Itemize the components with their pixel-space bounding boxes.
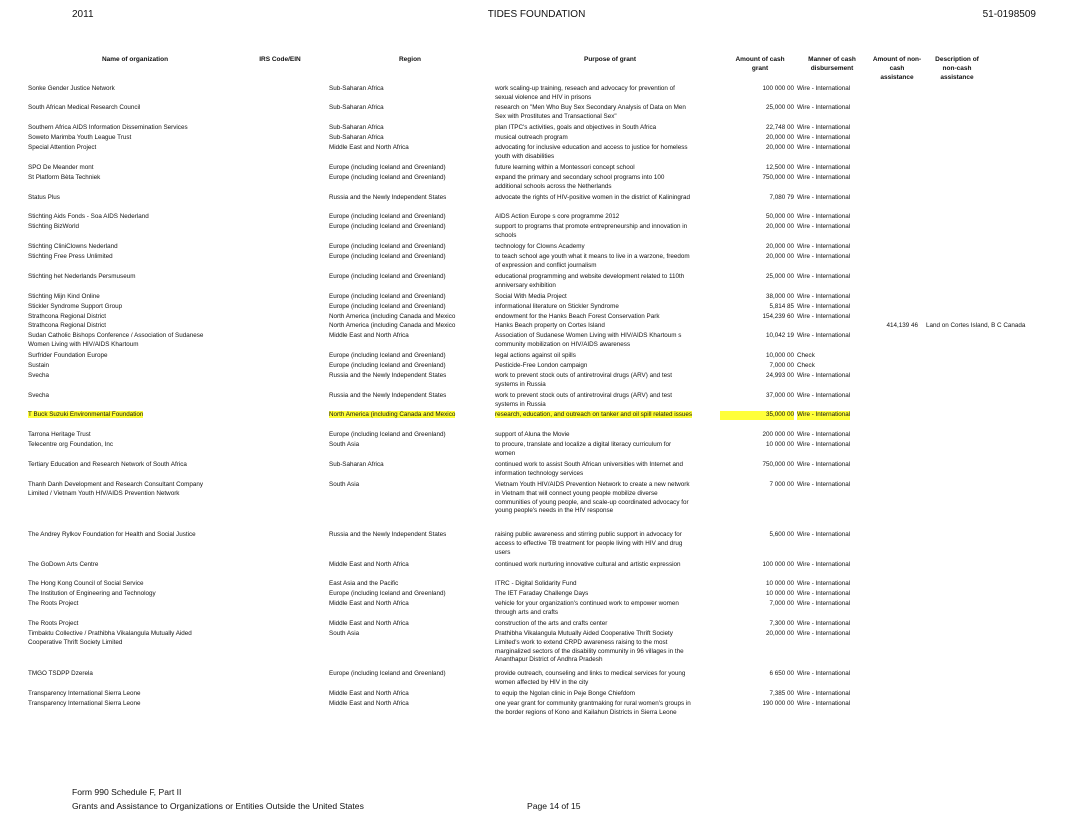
cell-name: The Institution of Engineering and Technology <box>28 590 156 597</box>
cell-amount: 35,000 00 <box>720 411 794 420</box>
cell-amount: 154,239 60 <box>762 313 794 320</box>
cell-manner: Wire - International <box>797 372 851 379</box>
footer-page: Page 14 of 15 <box>527 801 581 811</box>
cell-purpose: AIDS Action Europe s core programme 2012 <box>495 213 620 220</box>
cell-name: Strathcona Regional District <box>28 313 107 320</box>
cell-purpose: legal actions against oil spills <box>495 352 576 359</box>
cell-region: Europe (including Iceland and Greenland) <box>329 362 446 369</box>
cell-amount: 10 000 00 <box>765 441 794 448</box>
cell-amount: 20,000 00 <box>765 253 794 260</box>
cell-purpose: Vietnam Youth HIV/AIDS Prevention Network to create a new network in Vietnam that will connect young people mobilize diverse communities of young people, and scale-up coordinated advocacy for young people's needs in the HIV response <box>495 481 690 515</box>
cell-manner: Wire - International <box>797 223 851 230</box>
cell-purpose: support to programs that promote entrepreneurship and innovation in schools <box>495 223 688 239</box>
cell-manner: Wire - International <box>797 243 851 250</box>
cell-purpose: continued work to assist South African universities with Internet and information technology services <box>495 461 683 477</box>
cell-region: South Asia <box>329 481 360 488</box>
col-header-manner: Manner of cash disbursement <box>808 56 856 72</box>
cell-name: Sustain <box>28 362 50 369</box>
cell-manner: Wire - International <box>797 124 851 131</box>
col-header-region: Region <box>398 56 422 63</box>
cell-name: Svecha <box>28 392 50 399</box>
cell-region: Europe (including Iceland and Greenland) <box>329 174 446 181</box>
cell-manner: Wire - International <box>797 670 851 677</box>
cell-amount: 100 000 00 <box>762 561 794 568</box>
cell-region: Sub-Saharan Africa <box>329 124 384 131</box>
cell-amount: 12,500 00 <box>765 164 794 171</box>
cell-name: Stichting BizWorld <box>28 223 79 230</box>
cell-purpose: work scaling-up training, reseach and advocacy for prevention of sexual violence and HIV in prisons <box>495 85 675 101</box>
cell-name: Timbaktu Collective / Prathibha Vikalangula Mutually Aided Cooperative Thrift Society Limited <box>28 630 192 646</box>
cell-name: Stickler Syndrome Support Group <box>28 303 123 310</box>
cell-region: Middle East and North Africa <box>329 690 409 697</box>
cell-region: North America (including Canada and Mexico <box>329 313 456 320</box>
cell-name: TMGO TSDPP Dzerela <box>28 670 93 677</box>
cell-manner: Wire - International <box>797 481 851 488</box>
cell-region: Russia and the Newly Independent States <box>329 194 447 201</box>
cell-purpose: expand the primary and secondary school programs into 100 additional schools across the Netherlands <box>495 174 665 190</box>
cell-name: Transparency International Sierra Leone <box>28 690 141 697</box>
cell-name: The Andrey Rylkov Foundation for Health and Social Justice <box>28 531 196 538</box>
cell-manner: Wire - International <box>797 313 851 320</box>
cell-region: Middle East and North Africa <box>329 332 409 339</box>
cell-region: Sub-Saharan Africa <box>329 85 384 92</box>
cell-manner: Wire - International <box>797 630 851 637</box>
cell-purpose: advocating for inclusive education and access to justice for homeless youth with disabilities <box>495 144 688 160</box>
cell-purpose: Prathibha Vikalangula Mutually Aided Cooperative Thrift Society Limited's work to extend CRPD awareness raising to the most marginalized sectors of the disability community in 96 villages in the Ananthapur District of Andhra Pradesh <box>495 630 684 664</box>
cell-region: Europe (including Iceland and Greenland) <box>329 352 446 359</box>
cell-name: Stichting het Nederlands Persmuseum <box>28 273 136 280</box>
cell-manner: Wire - International <box>797 431 851 438</box>
col-header-noncash-desc: Description of non-cash assistance <box>935 56 979 81</box>
cell-name: Stichting CliniClowns Nederland <box>28 243 118 250</box>
cell-amount: 20,000 00 <box>765 223 794 230</box>
cell-region: Europe (including Iceland and Greenland) <box>329 213 446 220</box>
footer-form: Form 990 Schedule F, Part II <box>72 787 182 797</box>
cell-manner: Wire - International <box>797 194 851 201</box>
cell-region: East Asia and the Pacific <box>329 580 399 587</box>
cell-name: Telecentre org Foundation, Inc <box>28 441 114 448</box>
cell-amount: 20,000 00 <box>765 630 794 637</box>
cell-purpose: work to prevent stock outs of antiretroviral drugs (ARV) and test systems in Russia <box>495 372 672 388</box>
cell-region: Europe (including Iceland and Greenland) <box>329 590 446 597</box>
header-year: 2011 <box>72 9 94 20</box>
cell-region: Europe (including Iceland and Greenland) <box>329 293 446 300</box>
cell-purpose: raising public awareness and stirring public support in advocacy for access to effective TB treatment for people living with HIV and drug users <box>495 531 683 556</box>
cell-name: Stichting Aids Fonds - Soa AIDS Nederland <box>28 213 149 220</box>
cell-nc-amount: 414,139 46 <box>886 322 918 329</box>
cell-manner: Wire - International <box>797 392 851 399</box>
cell-name: Svecha <box>28 372 50 379</box>
cell-purpose: The IET Faraday Challenge Days <box>495 590 589 597</box>
cell-manner: Wire - International <box>797 303 851 310</box>
cell-manner: Wire - International <box>797 561 851 568</box>
cell-region: Sub-Saharan Africa <box>329 104 384 111</box>
cell-manner: Wire - International <box>797 580 851 587</box>
cell-amount: 100 000 00 <box>762 85 794 92</box>
cell-manner: Wire - International <box>797 531 851 538</box>
cell-region: Middle East and North Africa <box>329 620 409 627</box>
cell-purpose: to teach school age youth what it means to live in a warzone, freedom of expression and conflict journalism <box>495 253 690 269</box>
cell-region: Middle East and North Africa <box>329 600 409 607</box>
cell-purpose: work to prevent stock outs of antiretroviral drugs (ARV) and test systems in Russia <box>495 392 672 408</box>
col-header-noncash-amount: Amount of non- cash assistance <box>872 56 922 81</box>
cell-region: Europe (including Iceland and Greenland) <box>329 253 446 260</box>
cell-nc-desc: Land on Cortes Island, B C Canada <box>926 322 1026 329</box>
cell-purpose: future learning within a Montessori concept school <box>495 164 635 171</box>
cell-amount: 7,000 00 <box>769 362 794 369</box>
cell-name: Strathcona Regional District <box>28 322 107 329</box>
cell-name: Stichting Mijn Kind Online <box>28 293 100 300</box>
cell-name: The Hong Kong Council of Social Service <box>28 580 144 587</box>
cell-name: Status Plus <box>28 194 60 201</box>
cell-amount: 20,000 00 <box>765 144 794 151</box>
cell-name: SPO De Meander mont <box>28 164 94 171</box>
cell-amount: 7 000 00 <box>769 481 794 488</box>
cell-manner: Wire - International <box>797 600 851 607</box>
cell-region: Middle East and North Africa <box>329 561 409 568</box>
cell-manner: Wire - International <box>797 620 851 627</box>
cell-region: Middle East and North Africa <box>329 700 409 707</box>
cell-amount: 37,000 00 <box>765 392 794 399</box>
cell-amount: 10 000 00 <box>765 590 794 597</box>
cell-name: St Platform Bèta Techniek <box>28 174 101 181</box>
cell-purpose: informational literature on Stickler Syndrome <box>495 303 619 310</box>
cell-manner: Wire - International <box>797 85 851 92</box>
cell-purpose: continued work nurturing innovative cultural and artistic expression <box>495 561 681 568</box>
cell-name: Tertiary Education and Research Network of South Africa <box>28 461 187 468</box>
cell-region: Russia and the Newly Independent States <box>329 372 447 379</box>
cell-purpose: Association of Sudanese Women Living with HIV/AIDS Khartoum s community mobilization on HIV/AIDS awareness <box>495 332 682 348</box>
cell-region: Sub-Saharan Africa <box>329 461 384 468</box>
cell-manner: Wire - International <box>797 700 851 707</box>
cell-purpose: Social With Media Project <box>495 293 567 300</box>
cell-purpose: educational programming and website development related to 110th anniversary exhibition <box>495 273 685 289</box>
cell-region: Europe (including Iceland and Greenland) <box>329 670 446 677</box>
cell-amount: 750,000 00 <box>762 174 794 181</box>
cell-purpose: support of Aluna the Movie <box>495 431 570 438</box>
cell-manner: Wire - International <box>797 461 851 468</box>
cell-region: North America (including Canada and Mexico <box>329 411 456 418</box>
cell-name: Tarrona Heritage Trust <box>28 431 91 438</box>
cell-amount: 38,000 00 <box>765 293 794 300</box>
cell-name: Sonke Gender Justice Network <box>28 85 115 92</box>
cell-amount: 10 000 00 <box>765 580 794 587</box>
cell-region: Middle East and North Africa <box>329 144 409 151</box>
cell-amount: 5,814 85 <box>769 303 794 310</box>
cell-amount: 50,000 00 <box>765 213 794 220</box>
cell-name: Special Attention Project <box>28 144 97 151</box>
cell-region: Europe (including Iceland and Greenland) <box>329 243 446 250</box>
cell-manner: Check <box>797 352 815 359</box>
cell-amount: 7,000 00 <box>769 600 794 607</box>
cell-purpose: to procure, translate and localize a digital literacy curriculum for women <box>495 441 672 457</box>
cell-amount: 750,000 00 <box>762 461 794 468</box>
cell-manner: Wire - International <box>797 174 851 181</box>
cell-purpose: Pesticide-Free London campaign <box>495 362 588 369</box>
cell-purpose: research, education, and outreach on tanker and oil spill related issues <box>495 411 693 418</box>
cell-name: Surfrider Foundation Europe <box>28 352 108 359</box>
cell-name: Southern Africa AIDS Information Dissemination Services <box>28 124 188 131</box>
cell-amount: 25,000 00 <box>765 104 794 111</box>
cell-manner: Wire - International <box>797 441 851 448</box>
cell-manner: Wire - International <box>797 690 851 697</box>
cell-region: South Asia <box>329 630 360 637</box>
cell-purpose: provide outreach, counseling and links to medical services for young women affected by HIV in the city <box>495 670 686 686</box>
cell-purpose: construction of the arts and crafts center <box>495 620 608 627</box>
cell-purpose: technology for Clowns Academy <box>495 243 585 250</box>
cell-amount: 25,000 00 <box>765 273 794 280</box>
cell-purpose: musical outreach program <box>495 134 568 141</box>
cell-name: The Roots Project <box>28 600 79 607</box>
cell-amount: 200 000 00 <box>762 431 794 438</box>
cell-name: Transparency International Sierra Leone <box>28 700 141 707</box>
cell-amount: 5,600 00 <box>769 531 794 538</box>
header-ein: 51-0198509 <box>982 9 1036 20</box>
cell-manner: Wire - International <box>797 332 851 339</box>
cell-amount: 6 650 00 <box>769 670 794 677</box>
cell-manner: Wire - International <box>797 134 851 141</box>
cell-region: Europe (including Iceland and Greenland) <box>329 164 446 171</box>
cell-name: T Buck Suzuki Environmental Foundation <box>28 411 144 418</box>
cell-region: Sub-Saharan Africa <box>329 134 384 141</box>
cell-manner: Wire - International <box>797 411 851 418</box>
cell-manner: Wire - International <box>797 273 851 280</box>
cell-region: Europe (including Iceland and Greenland) <box>329 223 446 230</box>
cell-amount: 22,748 00 <box>765 124 794 131</box>
cell-manner: Wire - International <box>797 104 851 111</box>
cell-name: Soweto Marimba Youth League Trust <box>28 134 132 141</box>
cell-amount: 10,042 19 <box>765 332 794 339</box>
cell-name: Thanh Danh Development and Research Consultant Company Limited / Vietnam Youth HIV/AIDS Prevention Network <box>28 481 204 497</box>
cell-manner: Wire - International <box>797 213 851 220</box>
cell-amount: 20,000 00 <box>765 243 794 250</box>
footer-title: Grants and Assistance to Organizations or Entities Outside the United States <box>72 801 364 811</box>
cell-name: The Roots Project <box>28 620 79 627</box>
cell-amount: 10,000 00 <box>765 352 794 359</box>
cell-region: Europe (including Iceland and Greenland) <box>329 431 446 438</box>
col-header-purpose: Purpose of grant <box>583 56 636 63</box>
cell-purpose: Hanks Beach property on Cortes Island <box>495 322 605 329</box>
cell-amount: 20,000 00 <box>765 134 794 141</box>
cell-purpose: to equip the Ngolan clinic in Peje Bonge Chiefdom <box>495 690 636 697</box>
cell-purpose: advocate the rights of HIV-positive women in the district of Kaliningrad <box>495 194 690 201</box>
cell-region: South Asia <box>329 441 360 448</box>
cell-name: The GoDown Arts Centre <box>28 561 99 568</box>
cell-manner: Wire - International <box>797 590 851 597</box>
cell-manner: Wire - International <box>797 164 851 171</box>
cell-amount: 7,385 00 <box>769 690 794 697</box>
cell-region: Russia and the Newly Independent States <box>329 392 447 399</box>
cell-purpose: research on "Men Who Buy Sex Secondary Analysis of Data on Men Sex with Prostitutes and Transactional Sex" <box>495 104 686 120</box>
cell-amount: 24,993 00 <box>765 372 794 379</box>
cell-manner: Wire - International <box>797 293 851 300</box>
cell-name: Stichting Free Press Unlimited <box>28 253 113 260</box>
cell-purpose: vehicle for your organization's continued work to empower women through arts and crafts <box>495 600 679 616</box>
cell-amount: 7,300 00 <box>769 620 794 627</box>
cell-purpose: ITRC - Digital Solidarity Fund <box>495 580 577 587</box>
cell-region: Russia and the Newly Independent States <box>329 531 447 538</box>
cell-region: Europe (including Iceland and Greenland) <box>329 303 446 310</box>
cell-name: South African Medical Research Council <box>28 104 141 111</box>
cell-manner: Wire - International <box>797 144 851 151</box>
cell-purpose: plan ITPC's activities, goals and objectives in South Africa <box>495 124 657 131</box>
col-header-name: Name of organization <box>101 56 169 63</box>
cell-manner: Wire - International <box>797 253 851 260</box>
cell-amount: 190 000 00 <box>762 700 794 707</box>
cell-name: Sudan Catholic Bishops Conference / Association of Sudanese Women Living with HIV/AIDS Khartoum <box>28 332 204 348</box>
col-header-amount: Amount of cash grant <box>735 56 785 72</box>
cell-region: North America (including Canada and Mexico <box>329 322 456 329</box>
cell-amount: 7,080 79 <box>769 194 794 201</box>
cell-purpose: one year grant for community grantmaking for rural women's groups in the border regions of Kono and Kailahun Districts in Sierra Leone <box>495 700 691 716</box>
col-header-irs: IRS Code/EIN <box>259 56 301 63</box>
header-organization: TIDES FOUNDATION <box>487 9 586 20</box>
cell-manner: Check <box>797 362 815 369</box>
cell-purpose: endowment for the Hanks Beach Forest Conservation Park <box>495 313 660 320</box>
cell-region: Europe (including Iceland and Greenland) <box>329 273 446 280</box>
